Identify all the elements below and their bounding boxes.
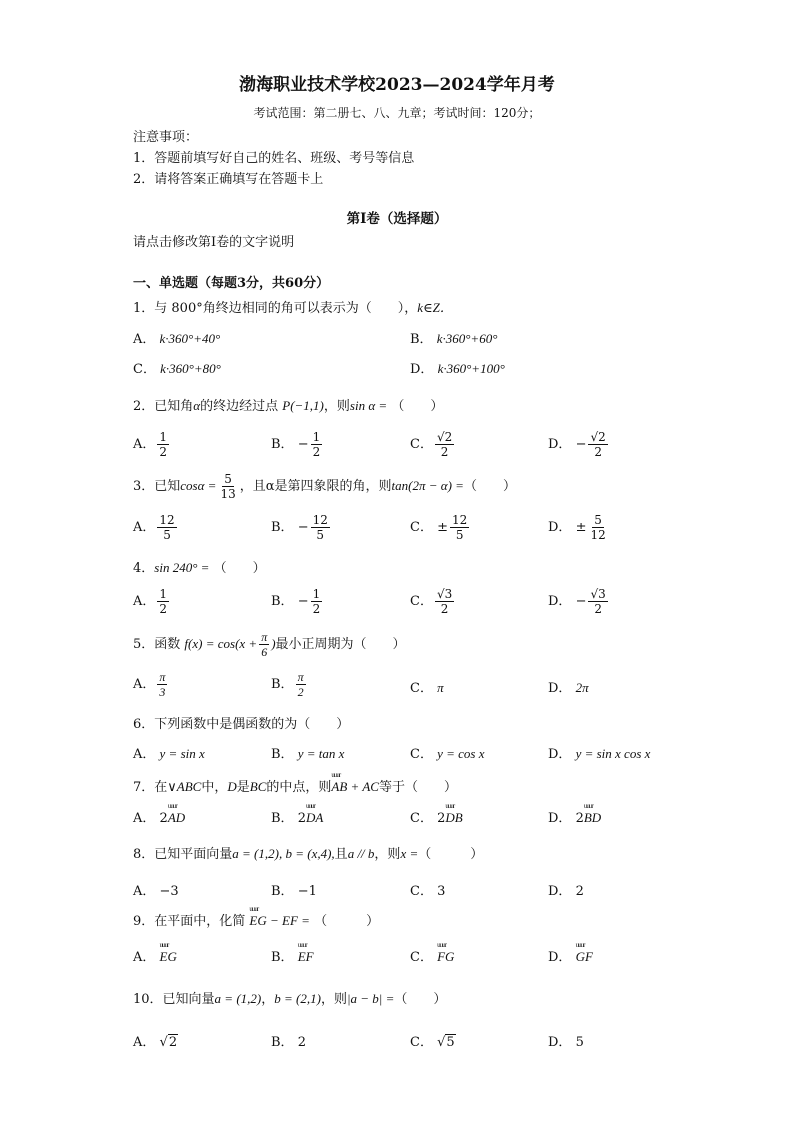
question-stem: 2．已知角 [133,399,194,414]
question-stem: 7．在 [133,780,168,795]
question-stem-math: D [227,779,237,794]
question-3 [133,472,516,501]
option-sign: ± [437,520,448,535]
option-a [133,513,179,542]
option-a [133,807,185,826]
option-sign: ± [575,520,587,535]
question-9 [133,910,379,929]
option-value: 2 [297,1035,306,1050]
option-sign: − [575,594,587,609]
option-c [410,513,471,542]
question-stem: 最小正周期为（ ） [275,637,406,652]
option-value: uuur DB [445,810,462,826]
option-label: B． [271,811,294,826]
fraction: $\frac{√2}{2}$ [436,430,453,459]
option-c [410,430,456,459]
option-b [271,587,324,616]
option-d [548,587,610,616]
option-value: k·360°+80° [160,361,221,376]
question-stem: 的终边经过点 [200,399,279,414]
option-b [271,807,323,826]
option-label: C． [410,811,433,826]
question-8 [133,843,483,862]
option-label: B． [271,437,294,452]
fraction: $\frac{√3}{2}$ [590,587,606,616]
fraction: $\frac{5}{13}$ [220,472,236,501]
option-value: uuur GF [576,949,593,965]
question-stem-math: |a − b| = [346,991,395,1006]
question-stem: 中， [201,780,228,795]
question-stem-math: x = [400,846,419,861]
question-stem: ，且α是第四象限的角，则 [239,479,392,494]
question-stem-math: BC [249,779,267,794]
option-c [133,358,221,377]
question-stem: 1．与 800°角终边相同的角可以表示为（ ）， [133,301,418,316]
option-label: A． [133,594,156,609]
option-a [133,880,179,899]
question-stem: 8．已知平面向量 [133,847,233,862]
question-stem-math: a // b [347,846,375,861]
fraction: $\frac{1}{2}$ [312,430,321,459]
option-value: uuur EG [160,949,177,965]
question-stem: 且 [334,847,348,862]
option-label: D． [548,1035,572,1050]
fraction: $\frac{1}{2}$ [159,430,168,459]
fraction: $\frac{5}{12}$ [590,513,606,542]
option-coef: 2 [437,811,446,826]
fraction: $\frac{12}{5}$ [452,513,468,542]
fraction: $\frac{12}{5}$ [312,513,328,542]
sqrt: √2 [159,1035,178,1050]
option-c [410,587,456,616]
question-stem-math: P(−1,1) [282,398,324,413]
option-b [271,430,324,459]
option-label: A． [133,520,156,535]
option-c [410,807,463,826]
option-value: 5 [575,1035,584,1050]
option-d [548,743,650,762]
question-stem: 的中点，则 [266,780,332,795]
question-stem-math: k∈Z． [417,300,453,315]
option-b [271,670,308,699]
question-stem-math: ∨ABC [167,779,202,794]
question-stem: ，则 [320,992,347,1007]
option-label: A． [133,747,156,762]
question-stem: 等于（ ） [378,780,457,795]
option-coef: 2 [575,811,584,826]
option-a [133,670,169,699]
option-c [410,880,445,899]
option-value: uuur FG [437,949,454,965]
question-stem-math: ) [271,636,276,651]
option-label: A． [133,884,156,899]
notice-heading: 注意事项： [133,130,199,145]
option-value: uuur DA [306,810,323,826]
option-label: B． [271,950,294,965]
exam-meta: 考试范围：第二册七、八、九章；考试时间：120分； [253,106,541,120]
option-label: A． [133,332,156,347]
question-stem: 4． [133,561,155,576]
question-stem: （ ） [418,847,484,862]
option-label: C． [410,1035,433,1050]
option-d [548,677,589,696]
option-b [271,743,344,762]
option-label: D． [548,747,572,762]
option-d [548,513,610,542]
option-value: π [437,680,444,695]
option-label: D． [548,594,572,609]
question-10 [133,988,446,1007]
option-value: uuur BD [584,810,601,826]
fraction: $\frac{√3}{2}$ [436,587,453,616]
question-stem: ，则 [323,399,350,414]
option-label: D． [548,811,572,826]
option-a [133,743,205,762]
option-value: 2 [575,884,584,899]
option-label: D． [548,437,572,452]
option-value: k·360°+60° [436,331,498,346]
fraction: $\frac{1}{2}$ [159,587,168,616]
option-sign: − [297,594,309,609]
question-stem: 10．已知向量 [133,992,215,1007]
question-stem: 9．在平面中，化简 [133,914,246,929]
question-stem-math: cosα = [180,478,217,493]
question-7 [133,776,457,795]
question-stem-math: a = (1,2), b = (x,4), [232,846,335,861]
sqrt: √5 [437,1035,455,1050]
fraction: $\frac{\pi}{3}$ [159,670,166,699]
question-stem-math: α [193,398,201,413]
option-d [410,358,505,377]
option-value: y = cos x [437,746,485,761]
option-label: B． [271,747,294,762]
option-label: A． [133,677,156,692]
question-stem: ， [261,992,275,1007]
question-stem: （ ） [463,479,516,494]
option-coef: 2 [159,811,168,826]
option-label: C． [410,884,433,899]
question-1 [133,297,453,316]
question-2 [133,395,443,414]
option-value: 3 [437,884,446,899]
question-4 [133,557,266,576]
option-b [271,880,317,899]
option-value: y = sin x cos x [575,746,651,761]
question-stem-math: uuur EG − EF = [249,913,310,929]
option-d [548,880,584,899]
option-value: −3 [159,884,179,899]
question-stem: （ ） [394,992,447,1007]
option-value: uuur AD [168,810,185,826]
question-stem-math: uuur AB + AC [331,779,379,795]
question-stem: 6．下列函数中是偶函数的为（ ） [133,717,350,732]
option-label: D． [548,884,572,899]
part-note: 请点击修改第I卷的文字说明 [133,235,295,250]
option-d [548,807,601,826]
option-label: A． [133,950,156,965]
question-stem: （ ） [213,561,266,576]
option-label: D． [548,950,572,965]
question-stem-math: sin α = [349,398,388,413]
option-d [548,430,610,459]
option-value: k·360°+40° [159,331,221,346]
option-sign: − [297,520,309,535]
option-a [133,328,220,347]
option-value: y = sin x [159,746,205,761]
option-label: C． [410,747,433,762]
option-value: 2π [575,680,589,695]
question-stem-math: sin 240° = [154,560,210,575]
notice-item: 2．请将答案正确填写在答题卡上 [133,172,324,187]
option-b [410,328,497,347]
option-label: C． [410,594,433,609]
option-label: D． [548,520,572,535]
option-label: A． [133,1035,156,1050]
option-label: D． [548,681,572,696]
question-stem-math: f(x) = cos(x + [184,636,258,651]
question-stem: （ ） [314,914,380,929]
option-sign: − [297,437,309,452]
option-d [548,1031,584,1050]
fraction: $\frac{1}{2}$ [312,587,321,616]
option-c [410,743,485,762]
question-stem: 5．函数 [133,637,181,652]
option-a [133,587,171,616]
question-stem: ，则 [374,847,401,862]
option-label: B． [271,520,294,535]
exam-title: 渤海职业技术学校2023—2024学年月考 [239,75,555,95]
question-stem: 是 [236,780,250,795]
option-sign: − [575,437,587,452]
option-a [133,1031,178,1050]
option-label: B． [271,884,294,899]
option-value: y = tan x [297,746,345,761]
option-value: uuur EF [298,949,314,965]
option-coef: 2 [297,811,306,826]
fraction: $\frac{\pi}{6}$ [261,630,268,659]
option-label: B． [271,594,294,609]
section-heading: 一、单选题（每题3分，共60分） [133,276,330,291]
option-label: B． [271,677,294,692]
option-label: B． [410,332,433,347]
option-label: C． [410,950,433,965]
fraction: $\frac{12}{5}$ [159,513,175,542]
option-value: −1 [297,884,317,899]
part-heading: 第I卷（选择题） [346,211,448,227]
option-label: A． [133,811,156,826]
option-b [271,513,332,542]
option-label: A． [133,437,156,452]
fraction: $\frac{\pi}{2}$ [297,670,304,699]
option-label: C． [410,520,433,535]
question-stem-math: tan(2π − α) = [391,478,464,493]
option-b [271,946,314,965]
option-value: k·360°+100° [437,361,505,376]
option-a [133,946,177,965]
option-label: B． [271,1035,294,1050]
option-b [271,1031,306,1050]
question-stem: （ ） [391,399,444,414]
option-d [548,946,593,965]
option-a [133,430,171,459]
option-label: D． [410,362,434,377]
option-c [410,946,454,965]
option-c [410,1031,456,1050]
question-stem: 3．已知 [133,479,181,494]
question-stem-math: b = (2,1) [274,991,321,1006]
option-label: C． [133,362,156,377]
question-stem-math: a = (1,2) [214,991,262,1006]
question-6 [133,713,349,732]
option-c [410,677,444,696]
notice-item: 1．答题前填写好自己的姓名、班级、考号等信息 [133,151,415,166]
question-5 [133,630,406,659]
option-label: C． [410,437,433,452]
option-label: C． [410,681,433,696]
fraction: $\frac{√2}{2}$ [590,430,606,459]
